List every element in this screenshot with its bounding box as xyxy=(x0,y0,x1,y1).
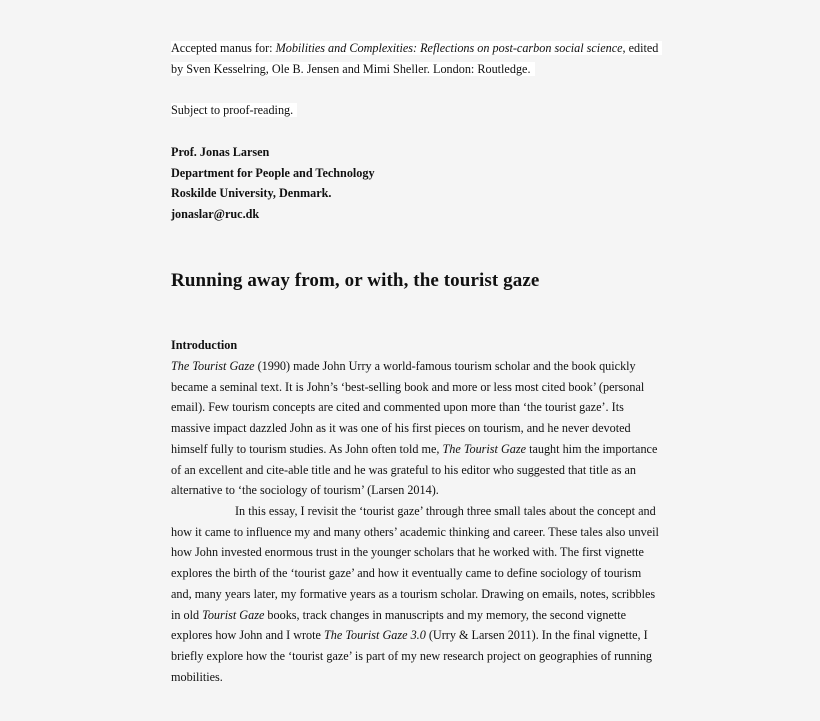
text-line xyxy=(171,358,636,374)
document-title: Running away from, or with, the tourist gaze xyxy=(171,270,540,291)
proof-note xyxy=(171,102,297,118)
text-line: became a seminal text. It is John’s ‘best-selling book and more or less most cited book’ (personal xyxy=(171,379,645,394)
text-run: (Urry & Larsen 2011). In the final vignette, I xyxy=(425,628,648,643)
text-line: and, many years later, my formative years as a tourism scholar. Drawing on emails, notes, scribbles xyxy=(171,586,656,601)
text-line: In this essay, I revisit the ‘tourist gaze’ through three small tales about the concept and xyxy=(235,504,656,518)
text-line: alternative to ‘the sociology of tourism’ (Larsen 2014). xyxy=(171,483,439,498)
book-title: Mobilities and Complexities: Reflections on post-carbon social science, xyxy=(275,41,626,55)
text-run: taught him the importance xyxy=(526,441,658,456)
text-line: massive impact dazzled John as it was one of his first pieces on tourism, and he never devoted xyxy=(171,421,631,436)
section-heading: Introduction xyxy=(171,338,238,352)
citation-line-2 xyxy=(171,61,535,77)
text-line xyxy=(171,627,648,643)
text-line: of an excellent and cite-able title and he was grateful to his editor who suggested that title as an xyxy=(171,462,636,477)
author-department: Department for People and Technology xyxy=(171,166,375,180)
text-line: mobilities. xyxy=(171,669,223,684)
text-run: books, track changes in manuscripts and my memory, the second vignette xyxy=(264,607,627,622)
author-email: jonaslar@ruc.dk xyxy=(171,207,260,221)
text-line: email). Few tourism concepts are cited and commented upon more than ‘the tourist gaze’. Its xyxy=(171,400,624,415)
italic-title: The Tourist Gaze xyxy=(171,359,255,373)
proof-note-text: Subject to proof-reading. xyxy=(171,103,297,117)
citation-editors: by Sven Kesselring, Ole B. Jensen and Mimi Sheller. London: Routledge. xyxy=(171,62,535,76)
text-line: how it came to influence my and many others’ academic thinking and career. These tales also unveil xyxy=(171,524,659,539)
text-run: (1990) made John Urry a world-famous tourism scholar and the book quickly xyxy=(254,359,636,373)
citation-line-1 xyxy=(171,40,662,56)
text-line: how John invested enormous trust in the younger scholars that he worked with. The first vignette xyxy=(171,545,644,560)
citation-prefix: Accepted manus for: xyxy=(171,41,276,55)
citation-suffix: edited xyxy=(625,41,659,55)
text-run: explores how John and I wrote xyxy=(171,628,324,643)
text-run: himself fully to tourism studies. As John often told me, xyxy=(171,441,443,456)
text-line xyxy=(171,607,626,623)
text-line xyxy=(171,441,657,457)
italic-title: The Tourist Gaze xyxy=(442,441,527,456)
italic-title: The Tourist Gaze 3.0 xyxy=(324,628,426,643)
italic-title: Tourist Gaze xyxy=(202,607,265,622)
text-line: briefly explore how the ‘tourist gaze’ is part of my new research project on geographies of running xyxy=(171,648,653,663)
author-name: Prof. Jonas Larsen xyxy=(171,145,270,159)
author-university: Roskilde University, Denmark. xyxy=(171,186,332,200)
text-line: explores the birth of the ‘tourist gaze’ and how it eventually came to define sociology of tourism xyxy=(171,566,642,581)
text-run: in old xyxy=(171,607,203,622)
